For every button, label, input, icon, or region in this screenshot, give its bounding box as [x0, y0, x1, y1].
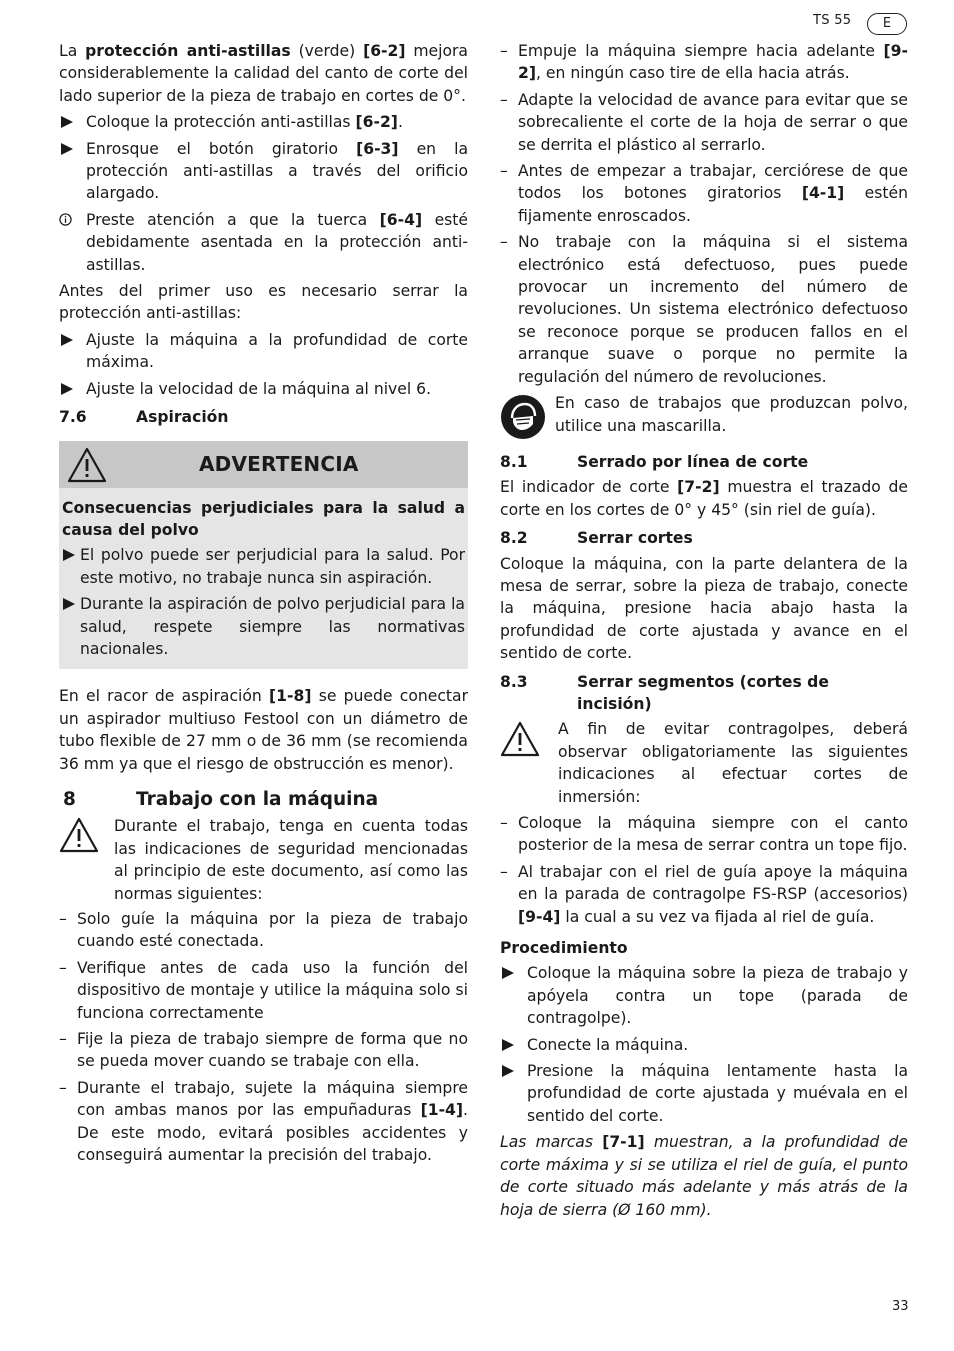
arrow-bullet-icon — [61, 143, 73, 155]
plunge-warning — [500, 718, 908, 808]
dash-item: – No trabaje con la máquina si el sistema electrónico está defectuoso, pues puede provocar un incremento del número de revoluciones. Un sistema electrónico defectuoso se reconoce porque se producen fallos en el arranque suave o porque no permite la regulación del número de revoluciones. — [500, 233, 908, 386]
dash-item: – Solo guíe la máquina por la pieza de trabajo cuando esté conectada. — [59, 910, 468, 951]
plunge-warning-text: A fin de evitar contragolpes, deberá observar obligatoriamente las siguientes indicaciones al efectuar cortes de inmersión: — [558, 720, 908, 806]
info-note: Preste atención a que la tuerca [6-4] esté debidamente asentada en la protección anti-astillas. — [59, 209, 468, 276]
arrow-bullet-icon — [502, 1039, 514, 1051]
dust-mask-icon — [500, 394, 546, 440]
dash-item: – Empuje la máquina siempre hacia adelante [9-2], en ningún caso tire de ella hacia atrás. — [500, 42, 908, 83]
p-8-1: El indicador de corte [7-2] muestra el trazado de corte en los cortes de 0° y 45° (sin riel de guía). — [500, 478, 908, 519]
section-heading-8: 8 Trabajo con la máquina — [63, 788, 379, 810]
arrow-bullet-icon — [61, 334, 73, 346]
section-heading-8-3: 8.3 Serrar segmentos (cortes de incisión) — [500, 672, 829, 713]
safety-intro-text: Durante el trabajo, tenga en cuenta todas las indicaciones de seguridad mencionadas al principio de este documento, así como las normas siguientes: — [114, 817, 468, 903]
mask-note — [500, 392, 908, 437]
safety-intro — [59, 815, 468, 905]
procedure-heading: Procedimiento — [500, 939, 628, 958]
dash-item: – Durante el trabajo, sujete la máquina siempre con ambas manos por las empuñaduras [1-4]. De este modo, evitará posibles accidentes y conseguirá aumentar la precisión del trabajo. — [59, 1078, 468, 1165]
info-icon — [59, 213, 72, 226]
right-column — [500, 40, 908, 1225]
arrow-bullet-icon — [61, 116, 73, 128]
step-item: Coloque la protección anti-astillas [6-2]. — [59, 111, 468, 133]
warning-triangle-icon — [500, 721, 540, 757]
step-item: Presione la máquina lentamente hasta la profundidad de corte ajustada y muévala en el sentido del corte. — [500, 1060, 908, 1127]
warning-heading: Consecuencias perjudiciales para la salud a causa del polvo — [62, 498, 465, 539]
section-heading-8-1: 8.1 Serrado por línea de corte — [500, 452, 809, 471]
left-column — [59, 40, 468, 1170]
step-item: Conecte la máquina. — [500, 1034, 908, 1056]
warning-title: ADVERTENCIA — [199, 451, 359, 476]
italic-note: Las marcas [7-1] muestran, a la profundidad de corte máxima y si se utiliza el riel de guía, el punto de corte situado más adelante y más atrás de la hoja de sierra (Ø 160 mm). — [500, 1133, 908, 1219]
section-heading-8-2: 8.2 Serrar cortes — [500, 529, 693, 548]
dash-item: – Coloque la máquina siempre con el canto posterior de la mesa de serrar contra un tope fijo. — [500, 814, 908, 855]
step-item: Ajuste la velocidad de la máquina al nivel 6. — [59, 378, 468, 400]
step-item: Coloque la máquina sobre la pieza de trabajo y apóyela contra un tope (parada de contragolpe). — [500, 962, 908, 1029]
mask-text: En caso de trabajos que produzcan polvo, utilice una mascarilla. — [555, 394, 908, 435]
arrow-bullet-icon — [63, 598, 75, 610]
dash-item: – Fije la pieza de trabajo siempre de forma que no se pueda mover cuando se trabaje con ella. — [59, 1030, 468, 1071]
warning-body — [59, 488, 468, 670]
warning-box — [59, 441, 468, 670]
dash-item: – Antes de empezar a trabajar, cerciórese de que todos los botones giratorios [4-1] estén fijamente enroscados. — [500, 162, 908, 225]
warning-triangle-icon — [67, 447, 107, 483]
step-item: Ajuste la máquina a la profundidad de corte máxima. — [59, 329, 468, 374]
section-heading-7-6: 7.6 Aspiración — [59, 408, 229, 427]
header-model: TS 55 — [813, 13, 852, 28]
warning-triangle-icon — [59, 817, 99, 853]
warning-item: Durante la aspiración de polvo perjudicial para la salud, respete siempre las normativas nacionales. — [62, 593, 465, 660]
p-8-2: Coloque la máquina, con la parte delantera de la mesa de serrar, sobre la pieza de trabajo, conecte la máquina, presione hacia abajo hasta la profundidad de corte ajustada y avance en el sentido de corte. — [500, 554, 908, 663]
dash-item: – Verifique antes de cada uso la función del dispositivo de montaje y utilice la máquina solo si funciona correctamente — [59, 958, 468, 1022]
arrow-bullet-icon — [502, 967, 514, 979]
warning-bar — [59, 441, 468, 488]
page-number: 33 — [892, 1299, 909, 1314]
extraction-paragraph: En el racor de aspiración [1-8] se puede conectar un aspirador multiuso Festool con un diámetro de tubo flexible de 27 mm o de 36 mm (se recomienda 36 mm ya que el riesgo de obstrucción es menor). — [59, 687, 469, 773]
step-item: Enrosque el botón giratorio [6-3] en la protección anti-astillas a través del orificio alargado. — [59, 138, 468, 205]
language-badge: E — [867, 13, 907, 35]
intro-paragraph: La protección anti-astillas (verde) [6-2] mejora considerablemente la calidad del canto de corte del lado superior de la pieza de trabajo en cortes de 0°. — [59, 42, 468, 105]
arrow-bullet-icon — [61, 383, 73, 395]
arrow-bullet-icon — [502, 1065, 514, 1077]
before-use-paragraph: Antes del primer uso es necesario serrar la protección anti-astillas: — [59, 282, 468, 323]
warning-item: El polvo puede ser perjudicial para la salud. Por este motivo, no trabaje nunca sin aspiración. — [62, 544, 465, 589]
dash-item: – Adapte la velocidad de avance para evitar que se sobrecaliente el corte de la hoja de serrar o que se derrita el plástico al serrarlo. — [500, 90, 908, 154]
dash-item: – Al trabajar con el riel de guía apoye la máquina en la parada de contragolpe FS-RSP (accesorios) [9-4] la cual a su vez va fijada al riel de guía. — [500, 862, 908, 926]
arrow-bullet-icon — [63, 549, 75, 561]
